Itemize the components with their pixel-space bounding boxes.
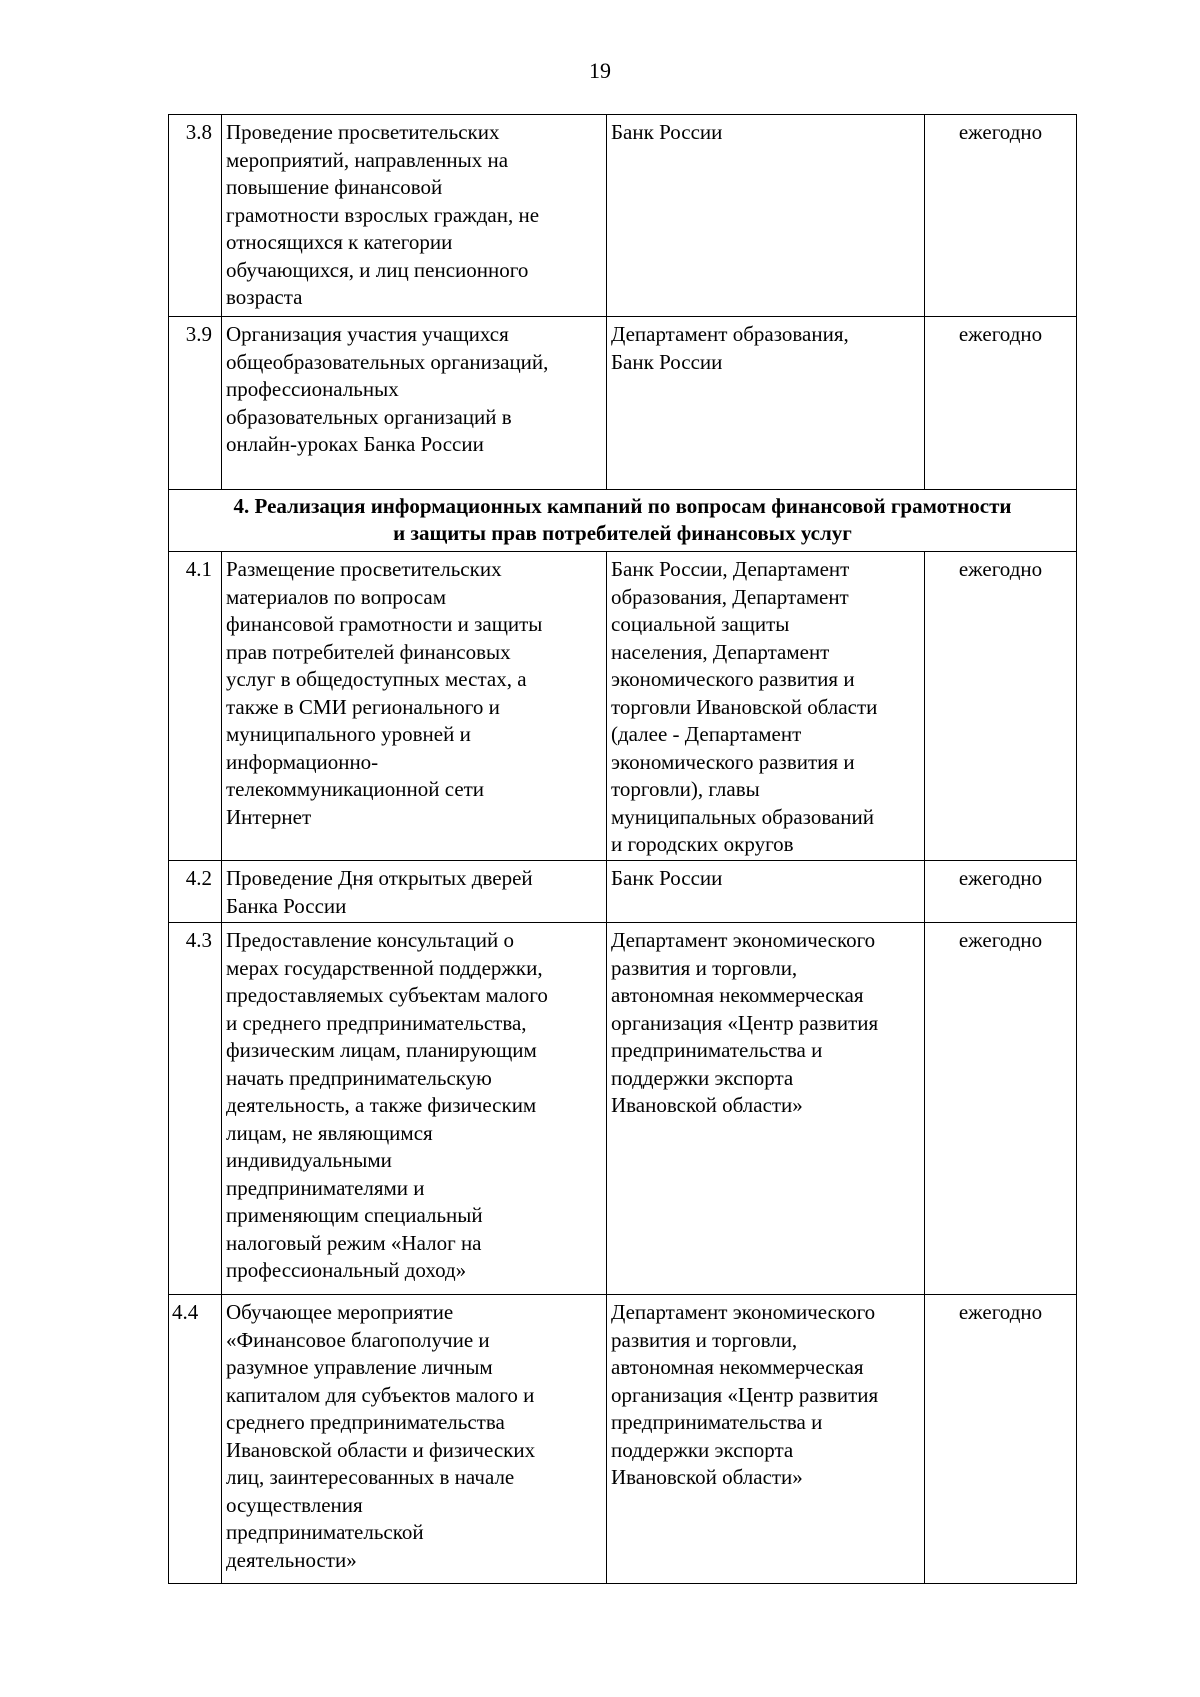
section-4-title: 4. Реализация информационных кампаний по вопросам финансовой грамотности и защиты прав потребителей финансовых услуг bbox=[169, 490, 1077, 552]
measures-table bbox=[168, 114, 1077, 1584]
responsible-cell: Департамент экономического развития и торговли, автономная некоммерческая организация «Центр развития предпринимательства и поддержки экспорта Ивановской области» bbox=[607, 1295, 925, 1584]
period-cell: ежегодно bbox=[925, 317, 1077, 490]
row-number: 4.3 bbox=[169, 923, 222, 1295]
period-cell: ежегодно bbox=[925, 552, 1077, 861]
responsible-cell: Банк России, Департамент образования, Департамент социальной защиты населения, Департамент экономического развития и торговли Ивановской области (далее - Департамент экономического развития и торговли), главы муниципальных образований и городских округов bbox=[607, 552, 925, 861]
table-row-4-2 bbox=[169, 861, 1077, 923]
row-number: 4.4 bbox=[169, 1295, 222, 1584]
row-number: 3.8 bbox=[169, 115, 222, 317]
row-number: 4.1 bbox=[169, 552, 222, 861]
responsible-cell: Банк России bbox=[607, 861, 925, 923]
period-cell: ежегодно bbox=[925, 115, 1077, 317]
responsible-cell: Департамент экономического развития и торговли, автономная некоммерческая организация «Центр развития предпринимательства и поддержки экспорта Ивановской области» bbox=[607, 923, 925, 1295]
activity-cell: Проведение просветительских мероприятий, направленных на повышение финансовой грамотности взрослых граждан, не относящихся к категории обучающихся, и лиц пенсионного возраста bbox=[222, 115, 607, 317]
page-number: 19 bbox=[589, 58, 611, 83]
table-row-4-1 bbox=[169, 552, 1077, 861]
responsible-cell: Банк России bbox=[607, 115, 925, 317]
activity-cell: Проведение Дня открытых дверей Банка России bbox=[222, 861, 607, 923]
table-row-4-3 bbox=[169, 923, 1077, 1295]
activity-cell: Обучающее мероприятие «Финансовое благополучие и разумное управление личным капиталом для субъектов малого и среднего предпринимательства Ивановской области и физических лиц, заинтересованных в начале осуществления предпринимательской деятельности» bbox=[222, 1295, 607, 1584]
period-cell: ежегодно bbox=[925, 861, 1077, 923]
period-cell: ежегодно bbox=[925, 923, 1077, 1295]
activity-cell: Размещение просветительских материалов по вопросам финансовой грамотности и защиты прав потребителей финансовых услуг в общедоступных местах, а также в СМИ регионального и муниципального уровней и информационно- телекоммуникационной сети Интернет bbox=[222, 552, 607, 861]
table-row-3-8 bbox=[169, 115, 1077, 317]
activity-cell: Предоставление консультаций о мерах государственной поддержки, предоставляемых субъектам малого и среднего предпринимательства, физическим лицам, планирующим начать предпринимательскую деятельность, а также физическим лицам, не являющимся индивидуальными предпринимателями и применяющим специальный налоговый режим «Налог на профессиональный доход» bbox=[222, 923, 607, 1295]
table-row-3-9 bbox=[169, 317, 1077, 490]
responsible-cell: Департамент образования, Банк России bbox=[607, 317, 925, 490]
table-row-4-4 bbox=[169, 1295, 1077, 1584]
section-heading-row bbox=[169, 490, 1077, 552]
row-number: 3.9 bbox=[169, 317, 222, 490]
period-cell: ежегодно bbox=[925, 1295, 1077, 1584]
row-number: 4.2 bbox=[169, 861, 222, 923]
activity-cell: Организация участия учащихся общеобразовательных организаций, профессиональных образовательных организаций в онлайн-уроках Банка России bbox=[222, 317, 607, 490]
